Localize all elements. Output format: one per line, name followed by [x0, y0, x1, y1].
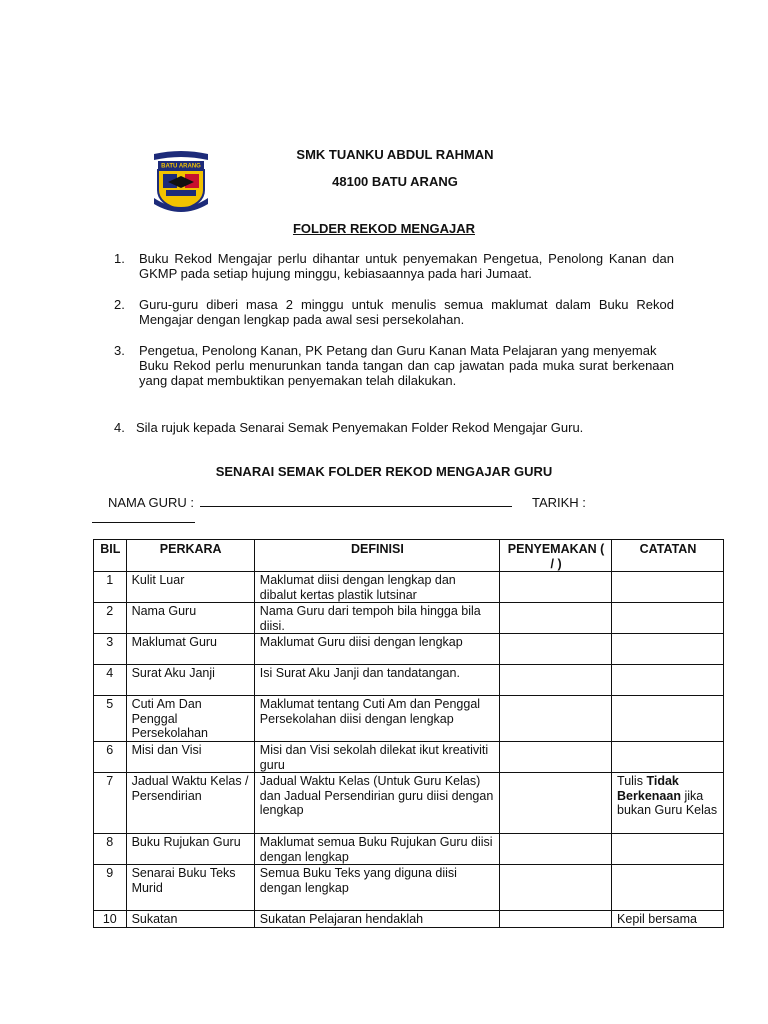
- penyemakan-cell[interactable]: [500, 634, 612, 665]
- checklist-title: SENARAI SEMAK FOLDER REKOD MENGAJAR GURU: [215, 464, 553, 479]
- table-row: 8 Buku Rujukan Guru Maklumat semua Buku Rujukan Guru diisi dengan lengkap: [94, 834, 724, 865]
- note-item: 2. Guru-guru diberi masa 2 minggu untuk menulis semua maklumat dalam Buku Rekod Mengajar dengan lengkap pada awal sesi persekolahan.: [114, 297, 674, 327]
- table-row: 1 Kulit Luar Maklumat diisi dengan lengkap dan dibalut kertas plastik lutsinar: [94, 572, 724, 603]
- penyemakan-cell[interactable]: [500, 911, 612, 928]
- penyemakan-cell[interactable]: [500, 742, 612, 773]
- penyemakan-cell[interactable]: [500, 773, 612, 834]
- table-row: 9 Senarai Buku Teks Murid Semua Buku Teks yang diguna diisi dengan lengkap: [94, 865, 724, 911]
- catatan-cell[interactable]: [612, 665, 724, 696]
- catatan-cell[interactable]: [612, 742, 724, 773]
- penyemakan-cell[interactable]: [500, 834, 612, 865]
- catatan-cell[interactable]: [612, 865, 724, 911]
- penyemakan-cell[interactable]: [500, 696, 612, 742]
- catatan-cell[interactable]: Tulis Tidak Berkenaan jika bukan Guru Kelas: [612, 773, 724, 834]
- checklist-table: [93, 539, 724, 928]
- catatan-cell[interactable]: Kepil bersama: [612, 911, 724, 928]
- table-row: 10 Sukatan Sukatan Pelajaran hendaklah Kepil bersama: [94, 911, 724, 928]
- school-crest-logo: [150, 146, 212, 216]
- penyemakan-cell[interactable]: [500, 865, 612, 911]
- header-catatan: CATATAN: [612, 540, 724, 572]
- penyemakan-cell[interactable]: [500, 665, 612, 696]
- table-row: 4 Surat Aku Janji Isi Surat Aku Janji dan tandatangan.: [94, 665, 724, 696]
- nama-guru-field[interactable]: [200, 494, 512, 507]
- school-name: SMK TUANKU ABDUL RAHMAN: [296, 147, 494, 162]
- folder-title: FOLDER REKOD MENGAJAR: [292, 221, 475, 236]
- catatan-cell[interactable]: [612, 572, 724, 603]
- catatan-cell[interactable]: [612, 634, 724, 665]
- note-item: 3. Pengetua, Penolong Kanan, PK Petang dan Guru Kanan Mata Pelajaran yang menyemak Buku Rekod perlu menurunkan tanda tangan dan cap jawatan pada muka surat berkenaan yang dapat membuktikan penyemakan telah dilakukan.: [114, 343, 674, 388]
- table-row: 2 Nama Guru Nama Guru dari tempoh bila hingga bila diisi.: [94, 603, 724, 634]
- table-row: 7 Jadual Waktu Kelas / Persendirian Jadual Waktu Kelas (Untuk Guru Kelas) dan Jadual Persendirian guru diisi dengan lengkap Tulis Tidak Berkenaan jika bukan Guru Kelas: [94, 773, 724, 834]
- header-bil: BIL: [94, 540, 127, 572]
- catatan-cell[interactable]: [612, 834, 724, 865]
- school-address: 48100 BATU ARANG: [332, 174, 458, 189]
- table-row: 6 Misi dan Visi Misi dan Visi sekolah dilekat ikut kreativiti guru: [94, 742, 724, 773]
- table-row: 3 Maklumat Guru Maklumat Guru diisi dengan lengkap: [94, 634, 724, 665]
- penyemakan-cell[interactable]: [500, 603, 612, 634]
- header-definisi: DEFINISI: [254, 540, 499, 572]
- header-perkara: PERKARA: [126, 540, 254, 572]
- note-item: 1. Buku Rekod Mengajar perlu dihantar untuk penyemakan Pengetua, Penolong Kanan dan GKMP pada setiap hujung minggu, kebiasaannya pada hari Jumaat.: [114, 251, 674, 281]
- teacher-info-row: [108, 494, 586, 510]
- tarikh-field[interactable]: [92, 522, 195, 523]
- table-row: 5 Cuti Am Dan Penggal Persekolahan Maklumat tentang Cuti Am dan Penggal Persekolahan diisi dengan lengkap: [94, 696, 724, 742]
- catatan-cell[interactable]: [612, 696, 724, 742]
- tarikh-label: TARIKH :: [531, 495, 586, 510]
- nama-guru-label: NAMA GURU :: [108, 495, 194, 510]
- catatan-cell[interactable]: [612, 603, 724, 634]
- note-item: 4. Sila rujuk kepada Senarai Semak Penyemakan Folder Rekod Mengajar Guru.: [114, 420, 584, 435]
- crest-banner-text: BATU ARANG: [161, 163, 201, 170]
- penyemakan-cell[interactable]: [500, 572, 612, 603]
- table-header-row: [94, 540, 724, 572]
- header-penyemakan: PENYEMAKAN ( / ): [500, 540, 612, 572]
